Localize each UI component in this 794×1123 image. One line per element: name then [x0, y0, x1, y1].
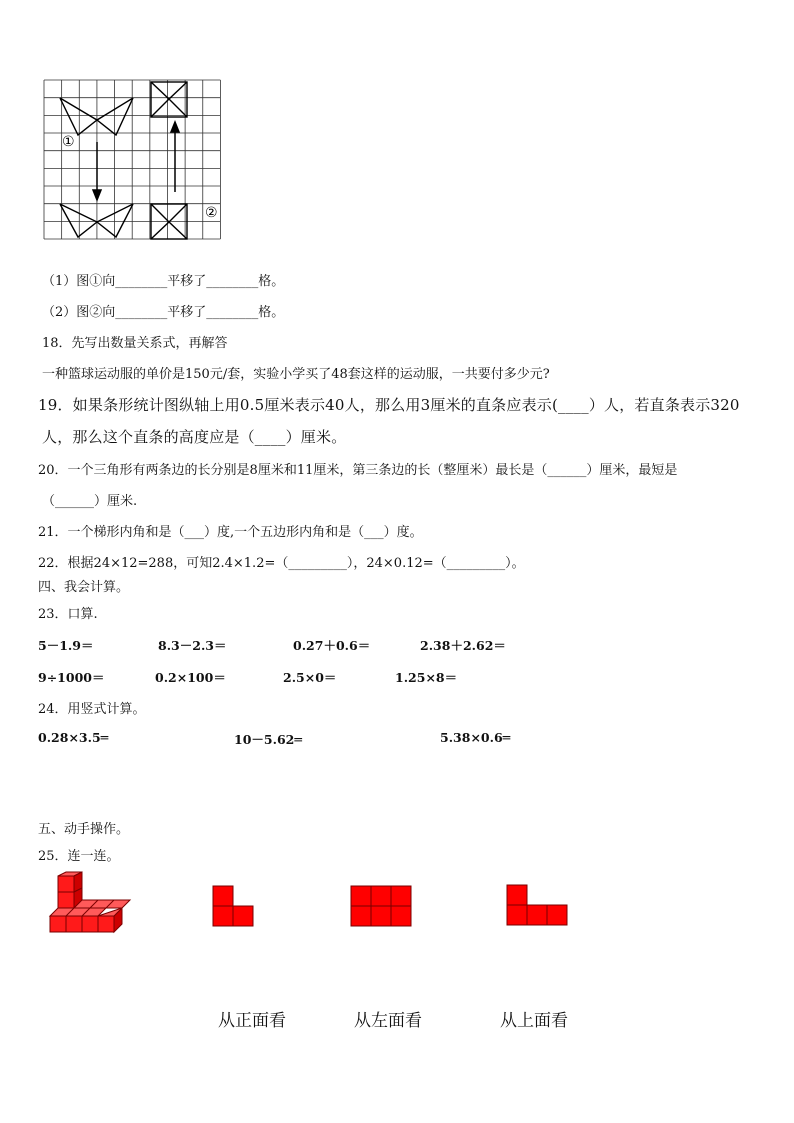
q19-line-2: 人，那么这个直条的高度应是（____）厘米。	[42, 428, 347, 446]
label-front-view: 从正面看	[218, 1011, 286, 1031]
view-c-long-l-shape	[507, 885, 569, 927]
view-b-rectangle	[351, 886, 413, 928]
q23-r1-c3: 0.27＋0.6＝	[293, 638, 371, 653]
shape-2-top	[151, 82, 187, 117]
q24-item-3: 5.38×0.6═	[440, 730, 511, 745]
q22-text: 22．根据24×12=288，可知2.4×1.2=（_________），24×0.12=（_________）。	[38, 556, 525, 571]
q23-r1-c2: 8.3－2.3＝	[158, 638, 227, 653]
label-left-view: 从左面看	[354, 1011, 422, 1031]
shape-1-bottom	[60, 204, 133, 237]
q23-r2-c1: 9÷1000＝	[38, 670, 105, 685]
q24-item-1: 0.28×3.5═	[38, 730, 109, 745]
arrow-up	[171, 122, 179, 192]
q20-line-2: （______）厘米.	[42, 494, 138, 509]
q19-line-1: 19．如果条形统计图纵轴上用0.5厘米表示40人，那么用3厘米的直条应表示(____）人，若直条表示320	[38, 396, 740, 414]
q23-r2-c4: 1.25×8＝	[395, 670, 458, 685]
q21-text: 21．一个梯形内角和是（___）度,一个五边形内角和是（___）度。	[38, 525, 423, 540]
q17-line-1: （1）图①向________平移了________格。	[42, 274, 285, 289]
q24-title: 24．用竖式计算。	[38, 702, 146, 717]
section-4-title: 四、我会计算。	[38, 580, 130, 595]
shape-1-top	[60, 98, 133, 135]
q24-item-2: 10－5.62═	[234, 732, 302, 747]
q18-title: 18．先写出数量关系式，再解答	[42, 336, 228, 351]
q25-title: 25．连一连。	[38, 849, 120, 864]
label-top-view: 从上面看	[500, 1011, 568, 1031]
section-5-title: 五、动手操作。	[38, 822, 130, 837]
q18-body: 一种篮球运动服的单价是150元/套，实验小学买了48套这样的运动服，一共要付多少元?	[42, 367, 550, 382]
cube-assembly-3d	[44, 872, 128, 936]
q23-r2-c3: 2.5×0＝	[283, 670, 337, 685]
q23-r1-c1: 5－1.9＝	[38, 638, 94, 653]
shape-2-label: ②	[205, 205, 218, 221]
q23-title: 23．口算.	[38, 607, 98, 622]
q23-r1-c4: 2.38＋2.62＝	[420, 638, 506, 653]
q23-r2-c2: 0.2×100＝	[155, 670, 226, 685]
q20-line-1: 20．一个三角形有两条边的长分别是8厘米和11厘米，第三条边的长（整厘米）最长是（______）厘米，最短是	[38, 463, 678, 478]
shape-1-label: ①	[62, 134, 75, 150]
translation-grid-figure	[44, 80, 224, 240]
q17-line-2: （2）图②向________平移了________格。	[42, 305, 285, 320]
view-a-l-shape	[213, 886, 255, 928]
